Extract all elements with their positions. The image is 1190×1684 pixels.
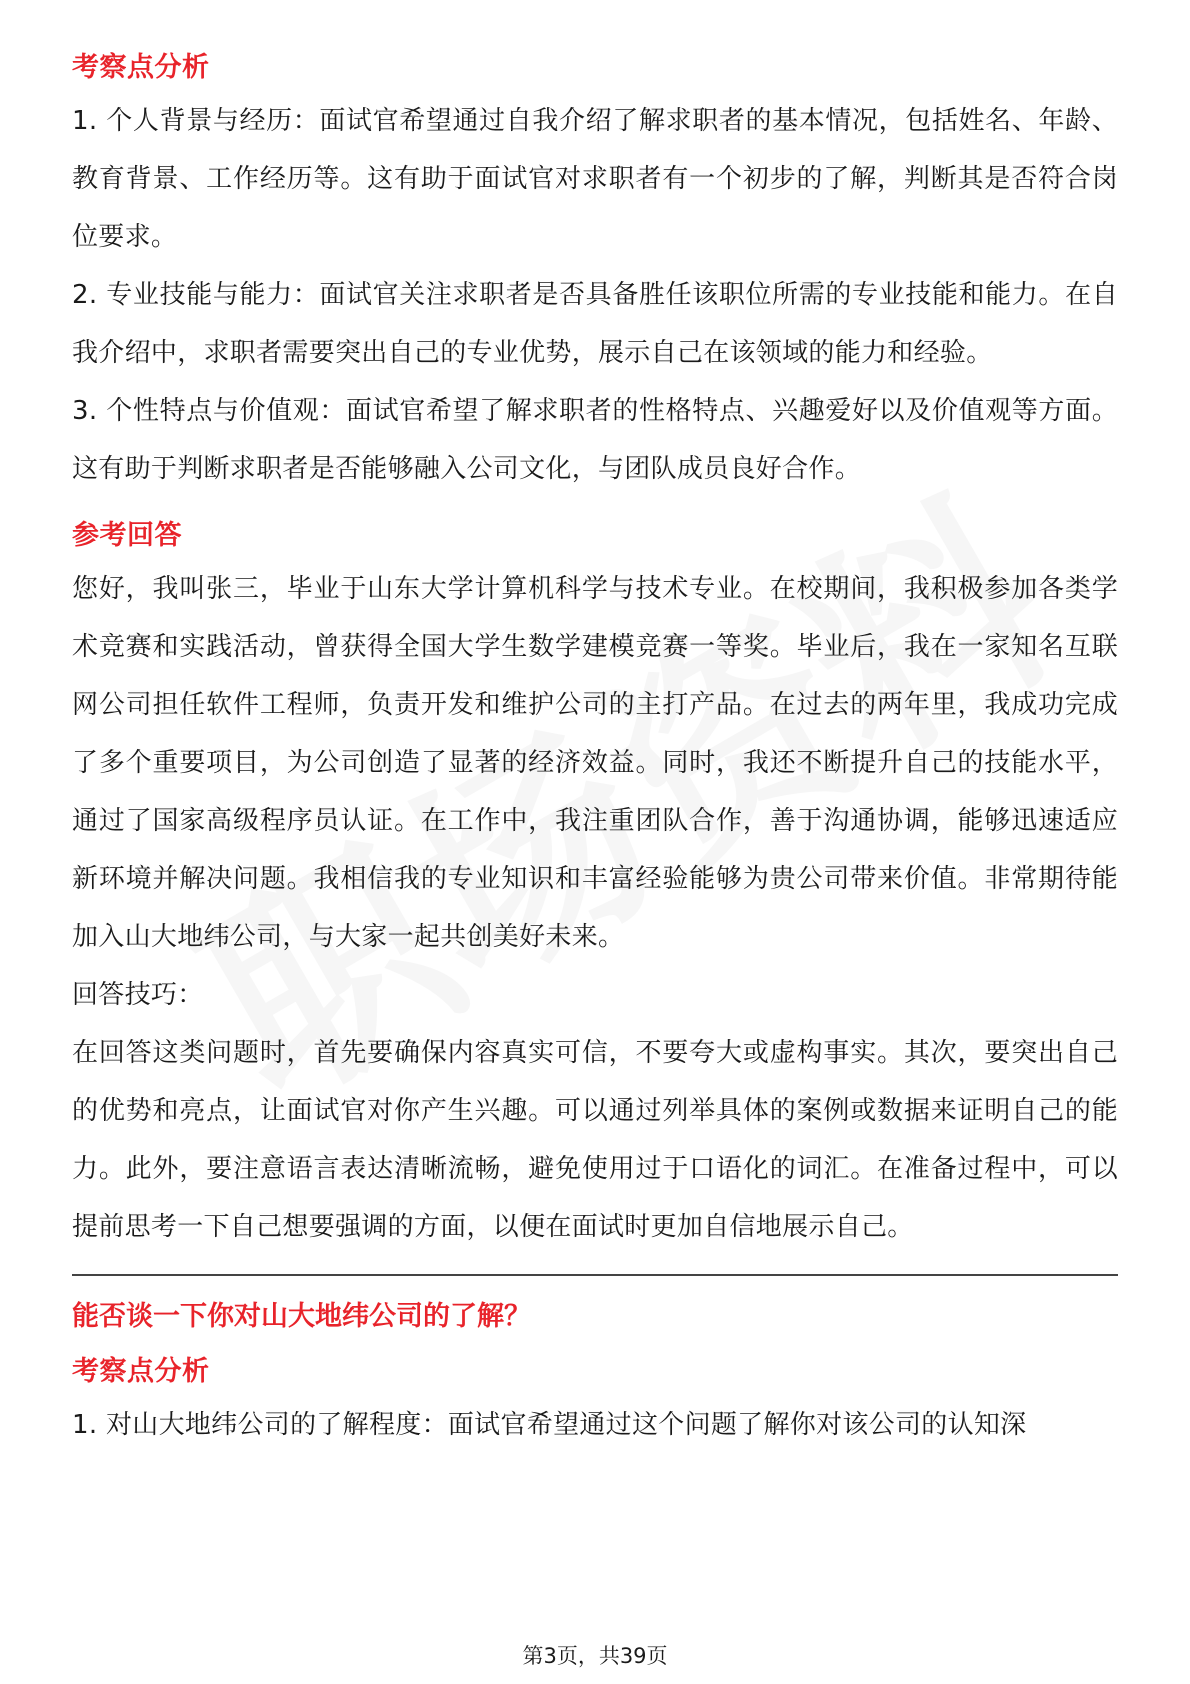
answer-tips-label: 回答技巧：: [72, 980, 204, 1010]
analysis-item-2: 2. 专业技能与能力：面试官关注求职者是否具备胜任该职位所需的专业技能和能力。在自我介绍中，求职者需要突出自己的专业优势，展示自己在该领域的能力和经验。: [72, 280, 1118, 368]
reference-answer-section: [72, 516, 1118, 1256]
reference-answer-heading: 参考回答: [72, 520, 182, 551]
page-footer: 第3页，共39页: [522, 1644, 668, 1668]
spacer: [72, 498, 1118, 516]
next-analysis-heading: 考察点分析: [72, 1356, 210, 1387]
analysis-section: [72, 48, 1118, 498]
analysis-item-1: 1. 个人背景与经历：面试官希望通过自我介绍了解求职者的基本情况，包括姓名、年龄、教育背景、工作经历等。这有助于面试官对求职者有一个初步的了解，判断其是否符合岗位要求。: [72, 106, 1118, 252]
next-question-title: 能否谈一下你对山大地纬公司的了解？: [72, 1301, 531, 1332]
reference-answer-text: 您好，我叫张三，毕业于山东大学计算机科学与技术专业。在校期间，我积极参加各类学术竞赛和实践活动，曾获得全国大学生数学建模竞赛一等奖。毕业后，我在一家知名互联网公司担任软件工程师，负责开发和维护公司的主打产品。在过去的两年里，我成功完成了多个重要项目，为公司创造了显著的经济效益。同时，我还不断提升自己的技能水平，通过了国家高级程序员认证。在工作中，我注重团队合作，善于沟通协调，能够迅速适应新环境并解决问题。我相信我的专业知识和丰富经验能够为贵公司带来价值。非常期待能加入山大地纬公司，与大家一起共创美好未来。: [72, 574, 1118, 952]
next-question-section: [72, 1290, 1118, 1454]
document-page: [72, 48, 1118, 1454]
section-divider: [72, 1274, 1118, 1276]
answer-tips-text: 在回答这类问题时，首先要确保内容真实可信，不要夸大或虚构事实。其次，要突出自己的优势和亮点，让面试官对你产生兴趣。可以通过列举具体的案例或数据来证明自己的能力。此外，要注意语言表达清晰流畅，避免使用过于口语化的词汇。在准备过程中，可以提前思考一下自己想要强调的方面，以便在面试时更加自信地展示自己。: [72, 1038, 1118, 1242]
analysis-item-3: 3. 个性特点与价值观：面试官希望了解求职者的性格特点、兴趣爱好以及价值观等方面。这有助于判断求职者是否能够融入公司文化，与团队成员良好合作。: [72, 396, 1118, 484]
analysis-heading: 考察点分析: [72, 52, 210, 83]
next-analysis-item-1: 1. 对山大地纬公司的了解程度：面试官希望通过这个问题了解你对该公司的认知深: [72, 1410, 1027, 1440]
